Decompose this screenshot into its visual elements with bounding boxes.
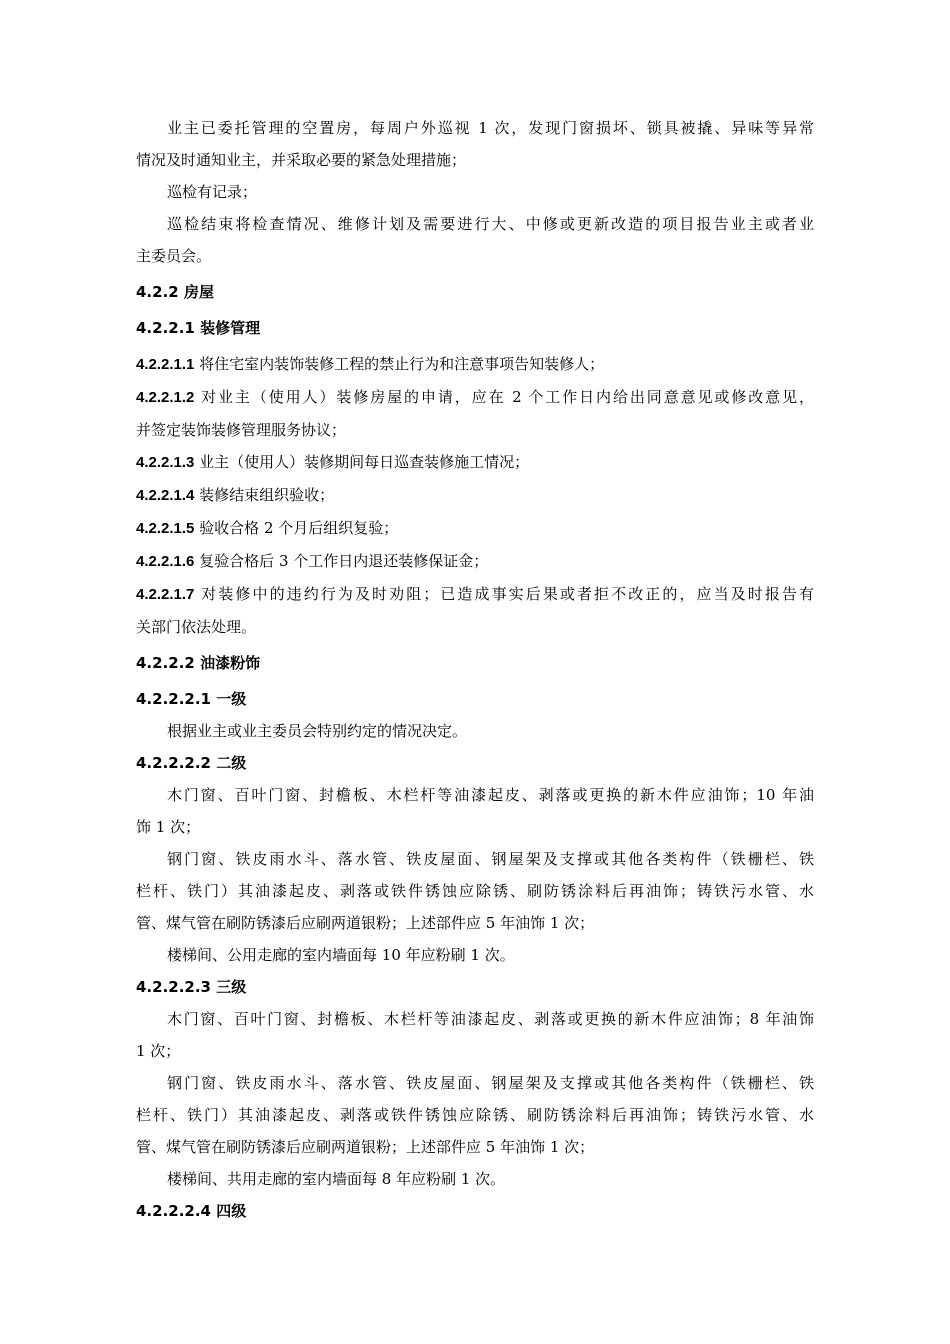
subsection-title: 四级 (216, 1202, 247, 1220)
section-title: 装修管理 (200, 319, 261, 337)
intro-para-3-line-1: 巡检结束将检查情况、维修计划及需要进行大、中修或更新改造的项目报告业主或者业 (167, 215, 814, 233)
grade-3-para-2-line-1: 钢门窗、铁皮雨水斗、落水管、铁皮屋面、钢屋架及支撑或其他各类构件（铁栅栏、铁 (167, 1074, 814, 1092)
section-heading-4-2-2-1 (136, 312, 814, 344)
grade-2-para-1-line-2: 饰 1 次； (136, 818, 201, 836)
item-text: 对装修中的违约行为及时劝阻；已造成事实后果或者拒不改正的，应当及时报告有 (201, 585, 814, 603)
subsection-number: 4.2.2.2.2 (136, 754, 211, 772)
item-text: 验收合格 2 个月后组织复验； (199, 519, 399, 537)
section-title: 房屋 (183, 283, 214, 301)
grade-3-para-1-line-1: 木门窗、百叶门窗、封檐板、木栏杆等油漆起皮、剥落或更换的新木件应油饰；8 年油饰 (167, 1010, 814, 1028)
grade-3-para-1-line-2: 1 次； (136, 1042, 181, 1060)
list-item (136, 348, 814, 381)
section-title: 油漆粉饰 (200, 654, 261, 672)
list-item (136, 578, 814, 611)
item-number: 4.2.2.1.2 (136, 389, 195, 406)
item-number: 4.2.2.1.3 (136, 454, 195, 471)
subsection-heading-grade-3 (136, 971, 814, 1003)
intro-para-1-line-2: 情况及时通知业主，并采取必要的紧急处理措施； (136, 151, 467, 169)
section-number: 4.2.2.2 (136, 654, 195, 672)
section-heading-4-2-2 (136, 276, 814, 308)
item-number: 4.2.2.1.6 (136, 553, 195, 570)
grade-3-para-3: 楼梯间、共用走廊的室内墙面每 8 年应粉刷 1 次。 (167, 1170, 506, 1188)
grade-3-para-2-line-3: 管、煤气管在刷防锈漆后应刷两道银粉；上述部件应 5 年油饰 1 次； (136, 1138, 595, 1156)
subsection-number: 4.2.2.2.1 (136, 690, 211, 708)
grade-2-para-2-line-2: 栏杆、铁门）其油漆起皮、剥落或铁件锈蚀应除锈、刷防锈涂料后再油饰；铸铁污水管、水 (136, 882, 814, 900)
grade-2-para-2-line-1: 钢门窗、铁皮雨水斗、落水管、铁皮屋面、钢屋架及支撑或其他各类构件（铁栅栏、铁 (167, 850, 814, 868)
grade-2-para-3: 楼梯间、公用走廊的室内墙面每 10 年应粉刷 1 次。 (167, 946, 515, 964)
grade-3-para-2-line-2: 栏杆、铁门）其油漆起皮、剥落或铁件锈蚀应除锈、刷防锈涂料后再油饰；铸铁污水管、水 (136, 1106, 814, 1124)
list-item (136, 479, 814, 512)
list-item (136, 545, 814, 578)
subsection-title: 三级 (216, 978, 247, 996)
item-text: 对业主（使用人）装修房屋的申请，应在 2 个工作日内给出同意意见或修改意见， (201, 388, 814, 406)
item-text: 复验合格后 3 个工作日内退还装修保证金； (199, 552, 489, 570)
list-item (136, 381, 814, 414)
list-item (136, 512, 814, 545)
grade-2-para-1-line-1: 木门窗、百叶门窗、封檐板、木栏杆等油漆起皮、剥落或更换的新木件应油饰；10 年油 (167, 786, 814, 804)
section-number: 4.2.2.1 (136, 319, 195, 337)
list-item (136, 446, 814, 479)
document-page (136, 112, 814, 1227)
list-item-continuation: 关部门依法处理。 (136, 618, 257, 636)
item-number: 4.2.2.1.1 (136, 356, 195, 373)
intro-para-1-line-1: 业主已委托管理的空置房，每周户外巡视 1 次，发现门窗损坏、锁具被撬、异味等异常 (167, 119, 814, 137)
list-item-continuation: 并签定装饰装修管理服务协议； (136, 421, 347, 439)
section-number: 4.2.2 (136, 283, 179, 301)
grade-1-para-1: 根据业主或业主委员会特别约定的情况决定。 (167, 722, 468, 740)
item-text: 将住宅室内装饰装修工程的禁止行为和注意事项告知装修人； (199, 355, 605, 373)
subsection-title: 二级 (216, 754, 247, 772)
subsection-number: 4.2.2.2.4 (136, 1202, 211, 1220)
grade-2-para-2-line-3: 管、煤气管在刷防锈漆后应刷两道银粉；上述部件应 5 年油饰 1 次； (136, 914, 595, 932)
item-number: 4.2.2.1.5 (136, 520, 195, 537)
subsection-heading-grade-4 (136, 1195, 814, 1227)
item-text: 业主（使用人）装修期间每日巡查装修施工情况； (199, 453, 530, 471)
item-number: 4.2.2.1.4 (136, 487, 195, 504)
item-number: 4.2.2.1.7 (136, 586, 195, 603)
subsection-number: 4.2.2.2.3 (136, 978, 211, 996)
intro-para-3-line-2: 主委员会。 (136, 247, 212, 265)
subsection-heading-grade-1 (136, 683, 814, 715)
item-text: 装修结束组织验收； (199, 486, 335, 504)
section-heading-4-2-2-2 (136, 647, 814, 679)
subsection-title: 一级 (216, 690, 247, 708)
intro-para-2: 巡检有记录； (167, 183, 258, 201)
subsection-heading-grade-2 (136, 747, 814, 779)
